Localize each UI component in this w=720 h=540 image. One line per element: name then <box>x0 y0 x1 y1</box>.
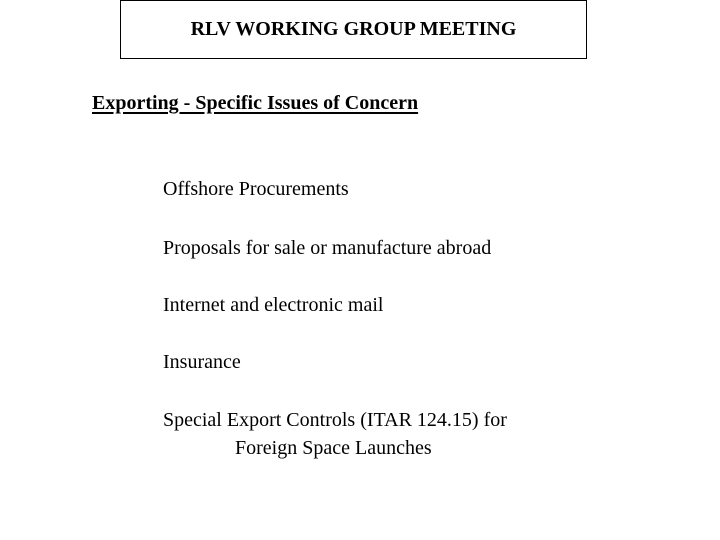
issue-item-proposals <box>163 234 491 262</box>
page-title: RLV WORKING GROUP MEETING <box>190 18 517 40</box>
section-heading: Exporting - Specific Issues of Concern <box>92 92 419 114</box>
title-box <box>120 0 587 59</box>
issue-item-label: Special Export Controls (ITAR 124.15) for <box>163 409 507 431</box>
issue-item-label: Offshore Procurements <box>163 178 349 200</box>
issue-item-continuation: Foreign Space Launches <box>235 437 432 459</box>
issue-item-special-export-controls <box>163 406 507 462</box>
issue-item-label: Internet and electronic mail <box>163 294 384 316</box>
issue-item-label: Proposals for sale or manufacture abroad <box>163 237 492 259</box>
issue-item-insurance <box>163 348 241 376</box>
issue-item-label: Insurance <box>163 351 241 373</box>
issue-item-offshore-procurements <box>163 175 349 203</box>
issue-item-internet-email <box>163 291 383 319</box>
